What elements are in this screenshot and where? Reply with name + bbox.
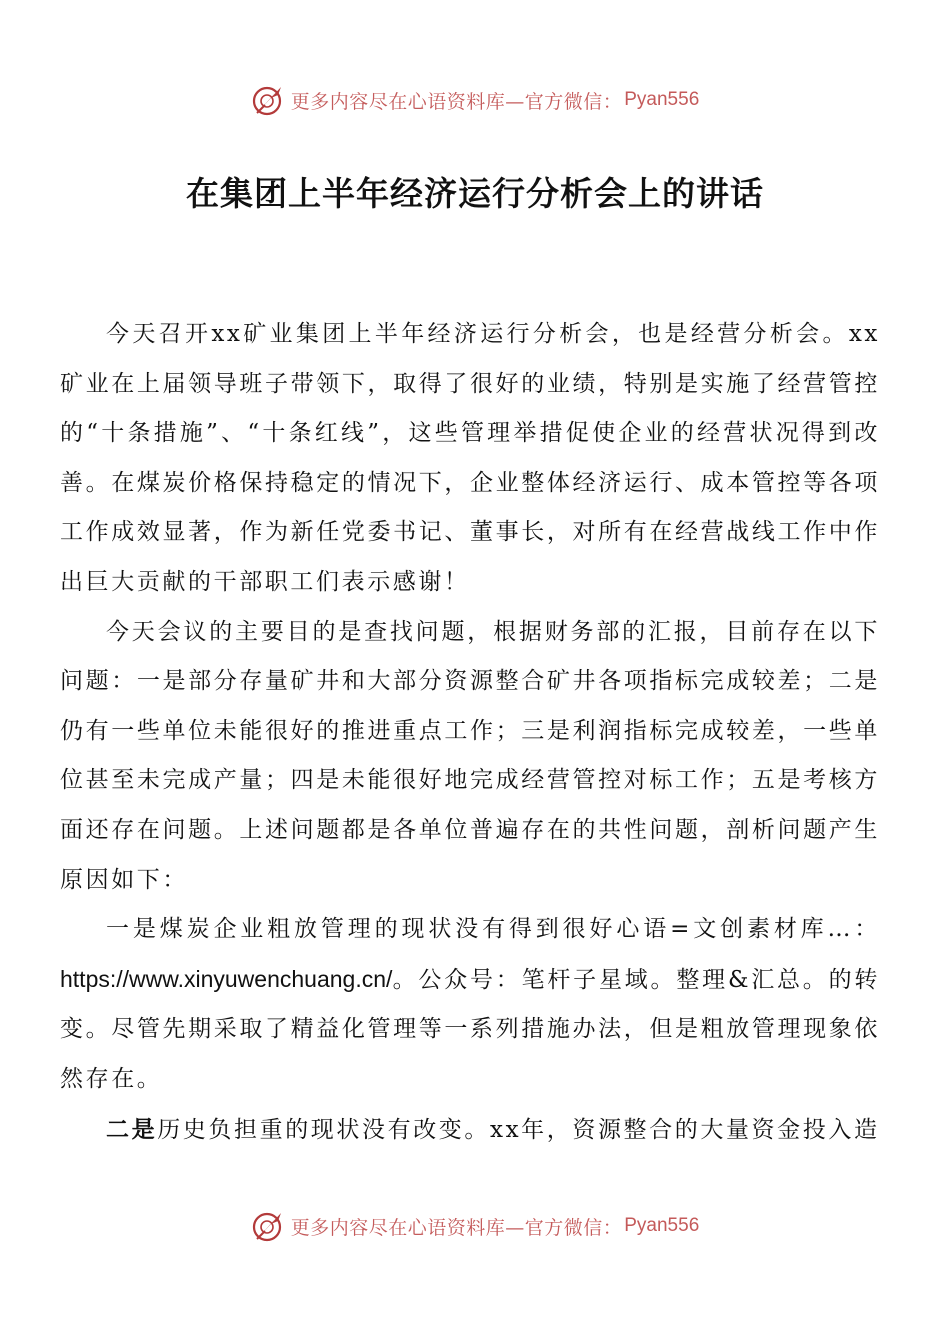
paragraph-1: 今天召开xx矿业集团上半年经济运行分析会，也是经营分析会。xx矿业在上届领导班子带领下，取得了很好的业绩，特别是实施了经营管控的“十条措施”、“十条红线”，这些管理举措促使企业的经营状况得到改善。在煤炭价格保持稳定的情况下，企业整体经济运行、成本管控等各项工作成效显著，作为新任党委书记、董事长，对所有在经营战线工作中作出巨大贡献的干部职工们表示感谢！ <box>60 321 880 595</box>
paragraph-4 <box>60 1105 880 1156</box>
header-watermark-banner <box>0 80 950 120</box>
banner-text: 更多内容尽在心语资料库—官方微信： <box>290 1216 623 1239</box>
footer-watermark-banner <box>0 1206 950 1246</box>
quill-pen-logo-icon <box>251 83 285 117</box>
quill-pen-logo-icon <box>251 1209 285 1243</box>
paragraph-4-text: 历史负担重的现状没有改变。xx年，资源整合的大量资金投入造 <box>157 1116 880 1143</box>
source-url-link[interactable]: https://www.xinyuwenchuang.cn/ <box>60 965 393 992</box>
banner-text: 更多内容尽在心语资料库—官方微信： <box>290 90 623 113</box>
paragraph-4-lead: 二是 <box>106 1115 158 1143</box>
banner-wechat-id: Pyan556 <box>624 89 700 110</box>
document-body <box>60 310 880 1155</box>
banner-wechat-id: Pyan556 <box>624 1215 700 1236</box>
document-title: 在集团上半年经济运行分析会上的讲话 <box>186 174 764 213</box>
paragraph-3-lead: 一是煤炭企业粗放管理的现状没有得到很好心语=文创素材库…： <box>106 916 880 943</box>
paragraph-2: 今天会议的主要目的是查找问题，根据财务部的汇报，目前存在以下问题：一是部分存量矿井和大部分资源整合矿井各项指标完成较差；二是仍有一些单位未能很好的推进重点工作；三是利润指标完成较差，一些单位甚至未完成产量；四是未能很好地完成经营管控对标工作；五是考核方面还存在问题。上述问题都是各单位普遍存在的共性问题，剖析问题产生原因如下： <box>60 618 880 893</box>
paragraph-3 <box>60 905 880 1104</box>
paragraph-3-tail: 。公众号：笔杆子星域。整理&汇总。的转变。尽管先期采取了精益化管理等一系列措施办法，但是粗放管理现象依然存在。 <box>60 966 880 1092</box>
